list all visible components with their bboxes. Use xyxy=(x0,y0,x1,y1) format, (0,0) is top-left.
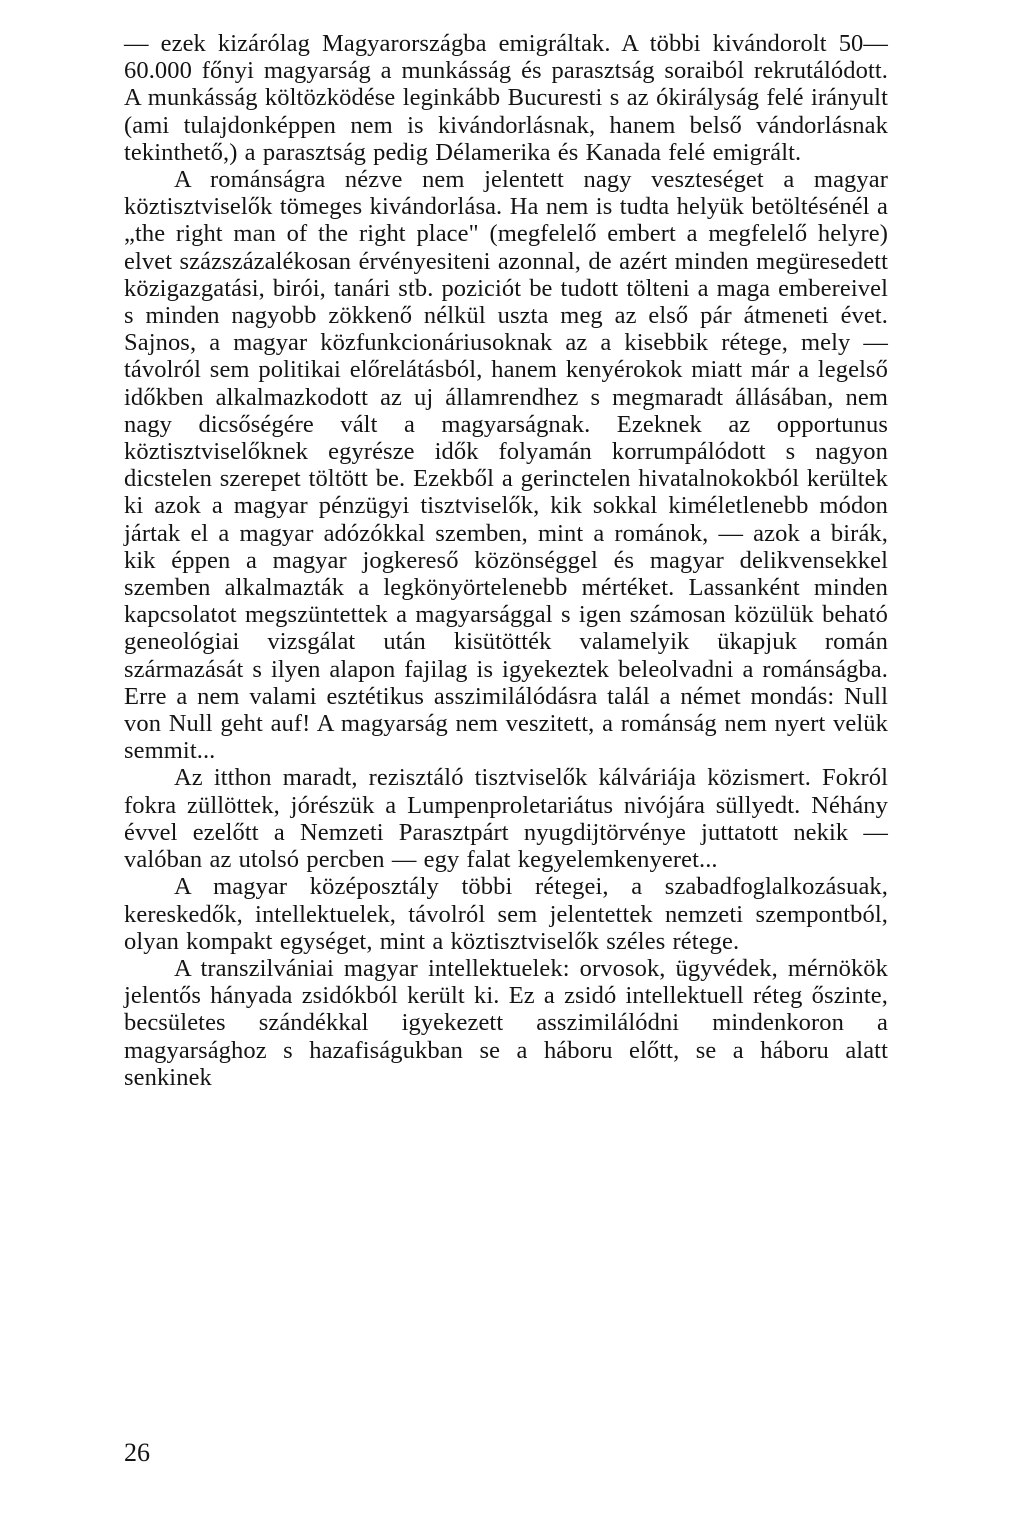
paragraph-4: A magyar középosztály többi rétegei, a szabadfoglalkozásuak, kereskedők, intellektuelek, távolról sem jelentettek nemzeti szempontból, olyan kompakt egységet, mint a köztisztviselők széles rétege. xyxy=(124,873,888,955)
paragraph-5: A transzilvániai magyar intellektuelek: orvosok, ügyvédek, mérnökök jelentős hányada zsidókból került ki. Ez a zsidó intellektuell réteg őszinte, becsületes szándékkal igyekezett asszimilálódni mindenkoron a magyarsághoz s hazafiságukban se a háboru előtt, se a háboru alatt senkinek xyxy=(124,954,888,1091)
paragraph-3: Az itthon maradt, rezisztáló tisztviselők kálváriája közismert. Fokról fokra züllöttek, jórészük a Lumpenproletariátus nivójára süllyedt. Néhány évvel ezelőtt a Nemzeti Parasztpárt nyugdijtörvénye juttatott nekik — valóban az utolsó percben — egy falat kegyelemkenyeret... xyxy=(124,764,888,874)
body-text xyxy=(124,30,888,1091)
page-number: 26 xyxy=(124,1438,150,1467)
paragraph-2: A románságra nézve nem jelentett nagy veszteséget a magyar köztisztviselők tömeges kivándorlása. Ha nem is tudta helyük betöltésénél a „the right man of the right place" (megfelelő embert a megfelelő helyre) elvet százszázalékosan érvényesiteni azonnal, de azért minden megüresedett közigazgatási, birói, tanári stb. poziciót be tudott tölteni a maga embereivel s minden nagyobb zökkenő nélkül uszta meg az első pár átmeneti évet. Sajnos, a magyar közfunkcionáriusoknak az a kisebbik rétege, mely — távolról sem politikai előrelátásból, hanem kenyérokok miatt már a legelső időkben alkalmazkodott az uj államrendhez s megmaradt állásában, nem nagy dicsőségére vált a magyarságnak. Ezeknek az opportunus köztisztviselőknek egyrésze idők folyamán korrumpálódott s nagyon dicstelen szerepet töltött be. Ezekből a gerinctelen hivatalnokokból kerültek ki azok a magyar pénzügyi tisztviselők, kik sokkal kiméletlenebb módon jártak el a magyar adózókkal szemben, mint a románok, — azok a birák, kik éppen a magyar jogkereső közönséggel és magyar delikvensekkel szemben alkalmazták a legkönyörtelenebb mértéket. Lassanként minden kapcsolatot megszüntettek a magyarsággal s igen számosan közülük beható geneológiai vizsgálat után kisütötték valamelyik ükapjuk román származását s ilyen alapon fajilag is igyekeztek beleolvadni a románságba. Erre a nem valami esztétikus asszimilálódásra talál a német mondás: Null von Null geht auf! A magyarság nem veszitett, a románság nem nyert velük semmit... xyxy=(124,166,888,765)
paragraph-1: — ezek kizárólag Magyarországba emigráltak. A többi kivándorolt 50—60.000 főnyi magyarság a munkásság és parasztság soraiból rekrutálódott. A munkásság költözködése leginkább Bucuresti s az ókirályság felé irányult (ami tulajdonképpen nem is kivándorlásnak, hanem belső vándorlásnak tekinthető,) a parasztság pedig Délamerika és Kanada felé emigrált. xyxy=(124,30,888,166)
